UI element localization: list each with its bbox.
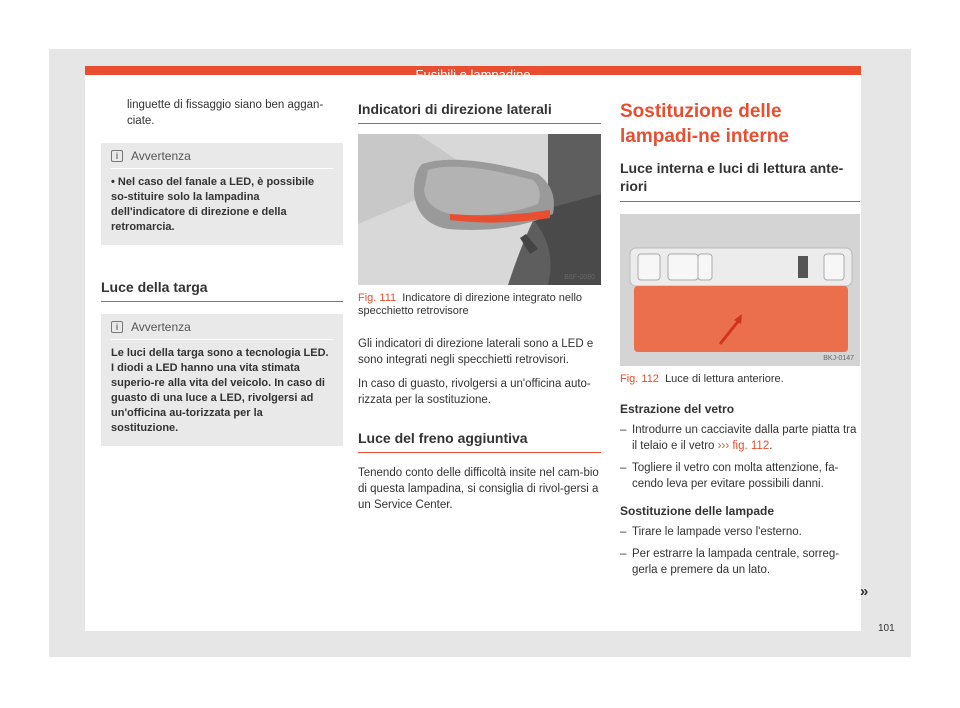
caption-text: Luce di lettura anteriore. bbox=[665, 373, 784, 385]
figure-mirror bbox=[358, 134, 601, 285]
mirror-illustration bbox=[358, 134, 601, 285]
info-icon: i bbox=[111, 321, 123, 333]
caption-text: Indicatore di direzione integrato nello specchietto retrovisore bbox=[358, 292, 583, 317]
paragraph: Gli indicatori di direzione laterali sono a LED e sono integrati negli specchietti retrovisori. bbox=[358, 338, 594, 366]
page bbox=[85, 75, 895, 634]
figure-reading-light bbox=[620, 214, 860, 366]
list-item: – Togliere il vetro con molta attenzione, fa-cendo leva per evitare possibili danni. bbox=[620, 462, 839, 490]
list-item: – Tirare le lampade verso l'esterno. bbox=[620, 526, 802, 538]
warning-box-led bbox=[101, 143, 343, 245]
page-number: 101 bbox=[878, 623, 895, 634]
section-title-freno: Luce del freno aggiuntiva bbox=[358, 430, 601, 453]
warning-label: Avvertenza bbox=[131, 149, 191, 163]
figure-number: Fig. 112 bbox=[620, 373, 659, 385]
warning-label: Avvertenza bbox=[131, 320, 191, 334]
main-title: Sostituzione delle lampadi-ne interne bbox=[620, 101, 789, 147]
paragraph: Tenendo conto delle difficoltà insite nel cam-bio di questa lampadina, si consiglia di rivol-gersi a un Service Center. bbox=[358, 467, 599, 511]
section-title-indicatori: Indicatori di direzione laterali bbox=[358, 101, 601, 124]
column-middle bbox=[358, 75, 601, 513]
info-icon: i bbox=[111, 150, 123, 162]
list-item: – Introdurre un cacciavite dalla parte piatta tra il telaio e il vetro ››› fig. 112. bbox=[620, 424, 857, 452]
warning-box-targa bbox=[101, 314, 343, 446]
figure-reference-link[interactable]: ››› fig. 112 bbox=[717, 440, 770, 452]
warning-text: • Nel caso del fanale a LED, è possibile so-stituire solo la lampadina dell'indicatore di direzione e della retromarcia. bbox=[111, 176, 315, 233]
warning-text: Le luci della targa sono a tecnologia LED. I diodi a LED hanno una vita stimata superio-re alla vita del veicolo. In caso di guasto di una luce a LED, rivolgersi ad un'officina au-torizzata per la sostituzione. bbox=[111, 347, 329, 434]
figure-code: B6F-0080 bbox=[564, 274, 595, 281]
subheading-sostituzione: Sostituzione delle lampade bbox=[620, 504, 775, 518]
figure-caption bbox=[358, 292, 601, 318]
reading-light-illustration bbox=[620, 214, 860, 366]
figure-code: BKJ-0147 bbox=[823, 355, 854, 362]
continue-mark: » bbox=[860, 583, 869, 600]
paragraph: In caso di guasto, rivolgersi a un'officina auto-rizzata per la sostituzione. bbox=[358, 378, 591, 406]
figure-number: Fig. 111 bbox=[358, 292, 397, 304]
section-title-luce-interna: Luce interna e luci di lettura ante-riori bbox=[620, 159, 860, 202]
column-right bbox=[620, 75, 860, 578]
intro-text: linguette di fissaggio siano ben aggan-ciate. bbox=[127, 99, 324, 127]
column-left bbox=[101, 75, 343, 446]
list-item: – Per estrarre la lampada centrale, sorreg-gerla e premere da un lato. bbox=[620, 548, 840, 576]
subheading-estrazione: Estrazione del vetro bbox=[620, 402, 735, 416]
figure-caption bbox=[620, 373, 860, 386]
section-title-targa: Luce della targa bbox=[101, 279, 343, 302]
